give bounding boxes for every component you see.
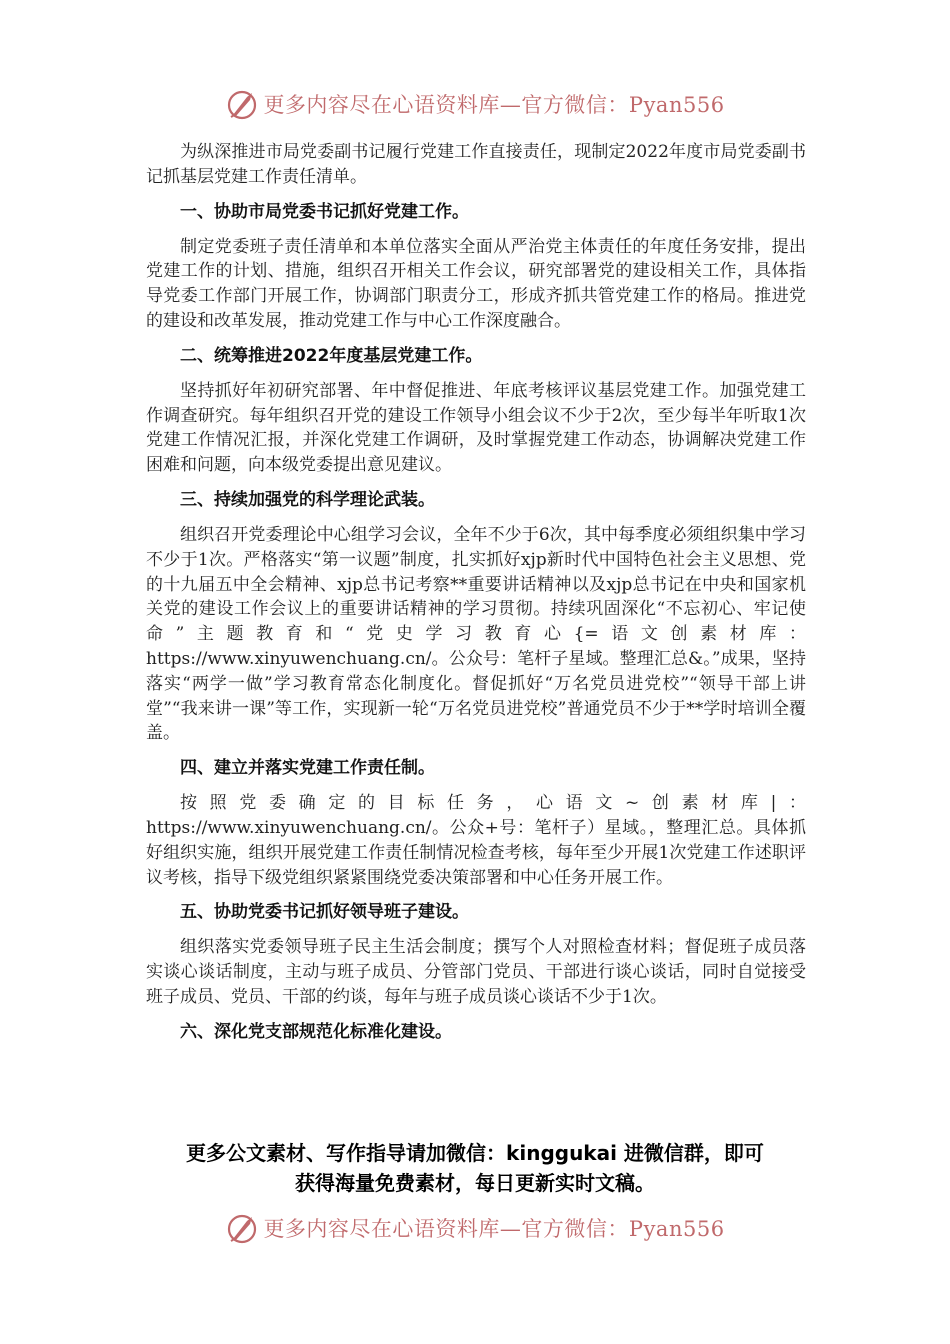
bottom-banner	[0, 1208, 950, 1248]
section-body: 组织召开党委理论中心组学习会议，全年不少于6次，其中每季度必须组织集中学习不少于1次。严格落实“第一议题”制度，扎实抓好xjp新时代中国特色社会主义思想、党的十九届五中全会精神、xjp总书记考察**重要讲话精神以及xjp总书记在中央和国家机关党的建设工作会议上的重要讲话精神的学习贯彻。持续巩固深化“不忘初心、牢记使命”主题教育和“党史学习教育心{=语文创素材库：https://www.xinyuwenchuang.cn/。公众号：笔杆子星域。整理汇总&。”成果，坚持落实“两学一做”学习教育常态化制度化。督促抓好“万名党员进党校”“领导干部上讲堂”“我来讲一课”等工作，实现新一轮“万名党员进党校”普通党员不少于**学时培训全覆盖。	[146, 524, 806, 744]
top-banner	[0, 84, 950, 124]
pen-nib-logo-icon	[225, 87, 259, 121]
section-body: 制定党委班子责任清单和本单位落实全面从严治党主体责任的年度任务安排，提出党建工作的计划、措施，组织召开相关工作会议，研究部署党的建设相关工作，具体指导党委工作部门开展工作，协调部门职责分工，形成齐抓共管党建工作的格局。推进党的建设和改革发展，推动党建工作与中心工作深度融合。	[146, 236, 806, 331]
section-heading: 三、持续加强党的科学理论武装。	[180, 489, 435, 510]
banner-inner	[225, 87, 724, 121]
document-body	[146, 140, 806, 1055]
section-heading: 五、协助党委书记抓好领导班子建设。	[180, 902, 469, 923]
section-body: 组织落实党委领导班子民主生活会制度；撰写个人对照检查材料；督促班子成员落实谈心谈话制度，主动与班子成员、分管部门党员、干部进行谈心谈话，同时自觉接受班子成员、党员、干部的约谈，每年与班子成员谈心谈话不少于1次。	[146, 937, 806, 1007]
pen-nib-logo-icon	[225, 1211, 259, 1245]
banner-text: 更多内容尽在心语资料库—官方微信：Pyan556	[263, 93, 725, 117]
section-heading: 二、统筹推进2022年度基层党建工作。	[180, 345, 483, 366]
footer-line-1: 更多公文素材、写作指导请加微信：kinggukai 进微信群，即可	[186, 1141, 764, 1165]
intro-paragraph: 为纵深推进市局党委副书记履行党建工作直接责任，现制定2022年度市局党委副书记抓基层党建工作责任清单。	[146, 142, 806, 187]
section-heading: 四、建立并落实党建工作责任制。	[180, 758, 435, 779]
section-heading: 六、深化党支部规范化标准化建设。	[180, 1021, 452, 1042]
section-body: 坚持抓好年初研究部署、年中督促推进、年底考核评议基层党建工作。加强党建工作调查研究。每年组织召开党的建设工作领导小组会议不少于2次，至少每半年听取1次党建工作情况汇报，并深化党建工作调研，及时掌握党建工作动态，协调解决党建工作困难和问题，向本级党委提出意见建议。	[146, 380, 806, 476]
footer-note	[120, 1138, 830, 1198]
footer-line-2: 获得海量免费素材，每日更新实时文稿。	[295, 1171, 655, 1195]
section-heading: 一、协助市局党委书记抓好党建工作。	[180, 201, 469, 222]
banner-inner	[225, 1211, 724, 1245]
banner-text: 更多内容尽在心语资料库—官方微信：Pyan556	[263, 1217, 725, 1241]
section-body: 按照党委确定的目标任务，心语文~创素材库|：https://www.xinyuwenchuang.cn/。公众+号：笔杆子）星域。，整理汇总。具体抓好组织实施，组织开展党建工作责任制情况检查考核，每年至少开展1次党建工作述职评议考核，指导下级党组织紧紧围绕党委决策部署和中心任务开展工作。	[146, 793, 806, 888]
